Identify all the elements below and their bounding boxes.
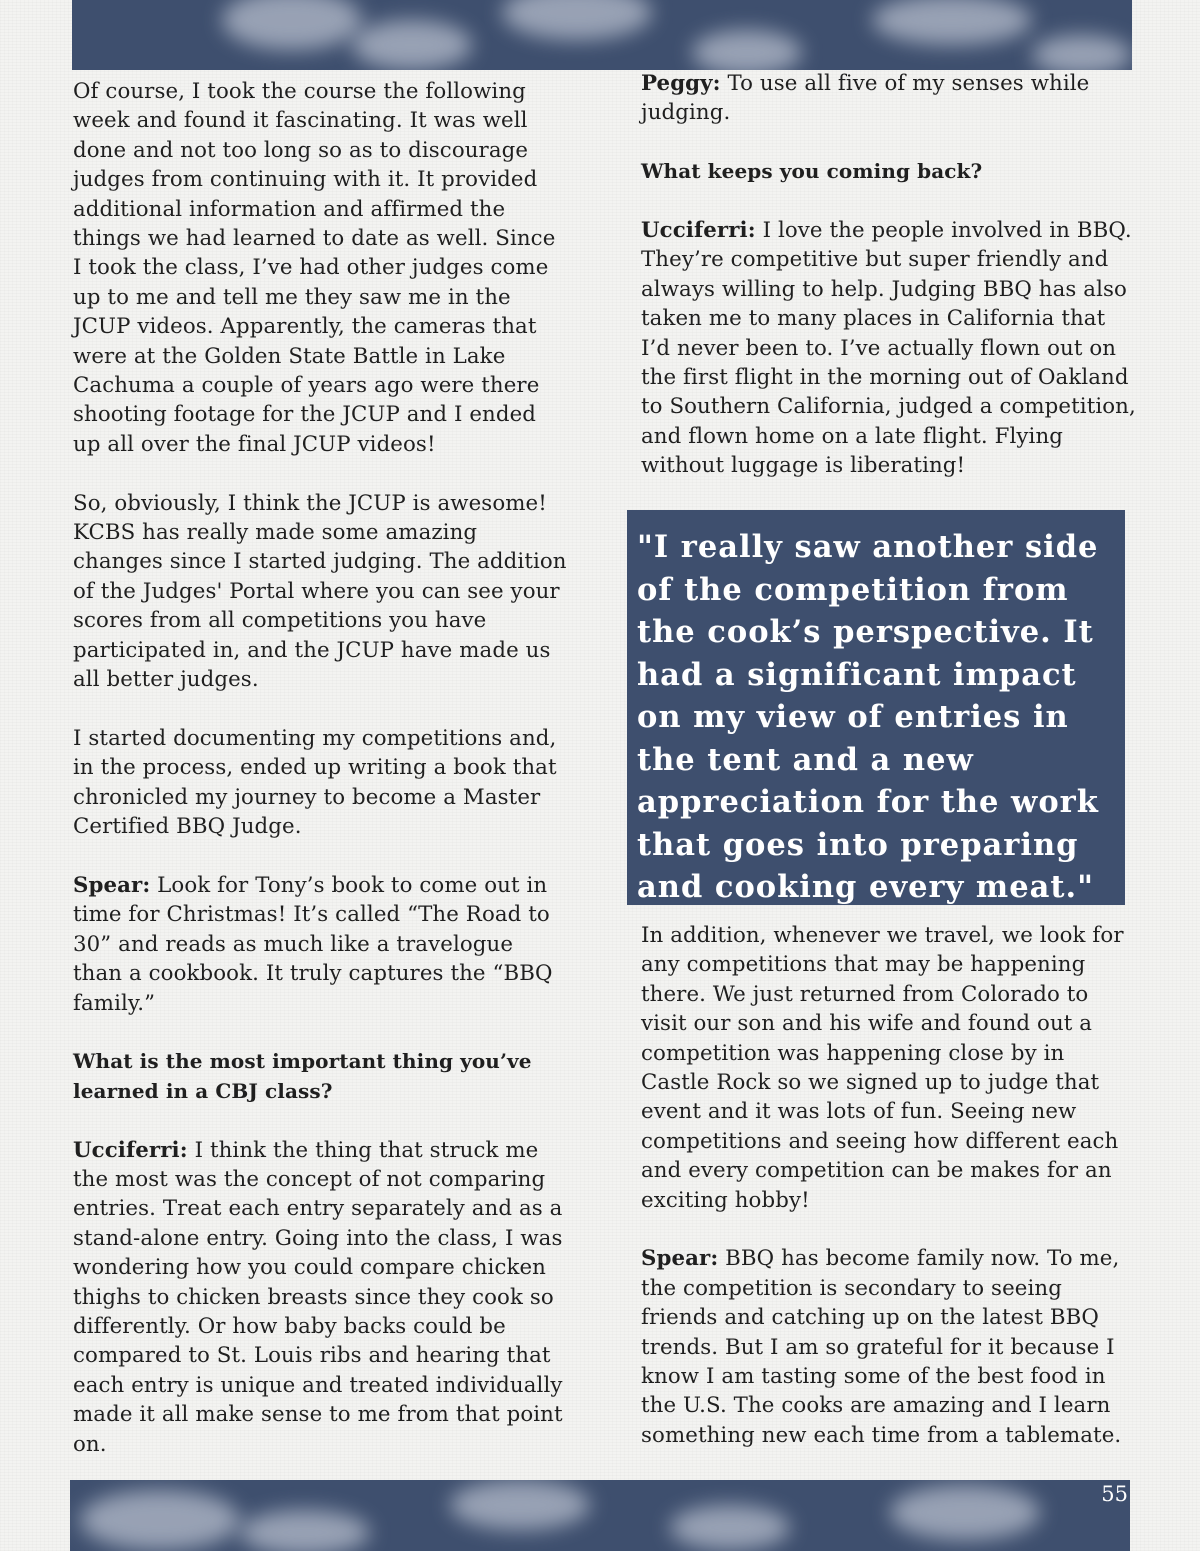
speaker-text: I think the thing that struck me the most was the concept of not comparing entries. Treat each entry separately and as a stand-alone entry. Going into the class, I was wondering how you could compare chicken thighs to chicken breasts since they cook so differently. Or how baby backs could be compared to St. Louis ribs and hearing that each entry is unique and treated individually made it all make sense to me from that point on. (73, 1137, 563, 1457)
page-number: 55 (1101, 1482, 1128, 1506)
speaker-label: Spear: (73, 872, 151, 898)
left-column (73, 77, 568, 1459)
right-column-bottom (641, 921, 1126, 1450)
top-banner (72, 0, 1132, 70)
speaker-text: To use all five of my senses while judging. (641, 71, 1090, 126)
paragraph-ucciferri-answer (73, 1136, 568, 1459)
pull-quote: "I really saw another side of the competition from the cook’s perspective. It had a significant impact on my view of entries in the tent and a new appreciation for the work that goes into preparing and cooking every meat." (627, 510, 1125, 905)
right-column-top (641, 69, 1136, 481)
speaker-text: I love the people involved in BBQ. They’re competitive but super friendly and always willing to help. Judging BBQ has also taken me to many places in California that I’d never been to. I’ve actually flown out on the first flight in the morning out of Oakland to Southern California, judged a competition, and flown home on a late flight. Flying without luggage is liberating! (641, 218, 1136, 479)
paragraph-peggy-answer (641, 69, 1136, 128)
paragraph-jcup-course: Of course, I took the course the following week and found it fascinating. It was well done and not too long so as to discourage judges from continuing with it. It provided additional information and affirmed the things we had learned to date as well. Since I took the class, I’ve had other judges come up to me and tell me they saw me in the JCUP videos. Apparently, the cameras that were at the Golden State Battle in Lake Cachuma a couple of years ago were there shooting footage for the JCUP and I ended up all over the final JCUP videos! (73, 79, 556, 457)
bottom-banner (70, 1480, 1130, 1551)
speaker-text: BBQ has become family now. To me, the competition is secondary to seeing friends and catching up on the latest BBQ trends. But I am so grateful for it because I know I am tasting some of the best food in the U.S. The cooks are amazing and I learn something new each time from a tablemate. (641, 1246, 1122, 1448)
speaker-label: Ucciferri: (73, 1137, 188, 1163)
paragraph-jcup-awesome: So, obviously, I think the JCUP is awesome! KCBS has really made some amazing changes since I started judging. The addition of the Judges' Portal where you can see your scores from all competitions you have participated in, and the JCUP have made us all better judges. (73, 490, 567, 693)
speaker-label: Spear: (641, 1246, 719, 1272)
question-heading: What is the most important thing you’ve learned in a CBJ class? (73, 1049, 532, 1103)
paragraph-spear-family (641, 1244, 1126, 1450)
paragraph-travel: In addition, whenever we travel, we look for any competitions that may be happening there. We just returned from Colorado to visit our son and his wife and found out a competition was happening close by in Castle Rock so we signed up to judge that event and it was lots of fun. Seeing new competitions and seeing how different each and every competition can be makes for an exciting hobby! (641, 923, 1124, 1213)
speaker-label: Peggy: (641, 71, 721, 96)
question-heading: What keeps you coming back? (641, 159, 983, 184)
speaker-text: Look for Tony’s book to come out in time for Christmas! It’s called “The Road to 30” and reads as much like a travelogue than a cookbook. It truly captures the “BBQ family.” (73, 872, 553, 1016)
paragraph-ucciferri-people (641, 216, 1136, 481)
speaker-label: Ucciferri: (641, 218, 756, 243)
paragraph-book: I started documenting my competitions and, in the process, ended up writing a book that chronicled my journey to become a Master Certified BBQ Judge. (73, 725, 557, 840)
paragraph-spear-book (73, 871, 568, 1018)
